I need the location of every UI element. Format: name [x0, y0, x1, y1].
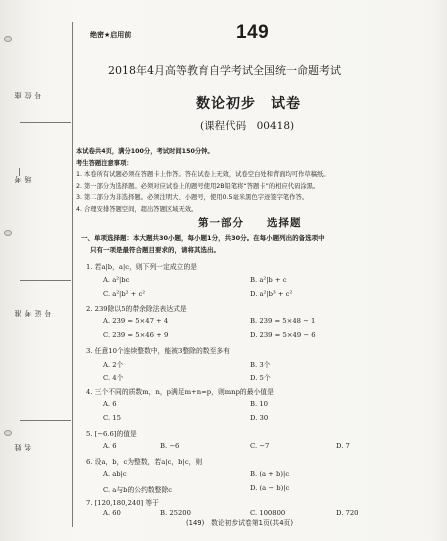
option-a: A. ab|c — [103, 470, 127, 478]
option-b: B. 3个 — [250, 361, 271, 369]
option-b: B. 10 — [250, 400, 268, 408]
question-stem: 4. 三个不同的质数m，n，p满足m+n=p，则mnp的最小值是 — [86, 388, 274, 396]
notes-item: 4. 合理安排答题空间，超出答题区域无效。 — [76, 205, 198, 213]
seat-number-line — [20, 122, 71, 123]
section-heading-line: 只有一项是最符合题目要求的，请将其选出。 — [90, 245, 220, 254]
notes-item: 2. 第一部分为选择题。必须对应试卷上的题号使用2B铅笔将“答题卡”的相应代码涂黑。 — [76, 182, 320, 190]
ticket-number-label: 准考证号 — [14, 310, 52, 317]
option-c: C. a²|b² + c² — [103, 290, 145, 298]
option-c: C. 239 = 5×46 + 9 — [103, 331, 169, 339]
notes-item: 3. 第二部分为非选择题。必须注明大、小题号，使用0.5毫米黑色字迹签字笔作答。 — [76, 194, 309, 202]
notes-intro: 本试卷共4页，满分100分，考试时间150分钟。 — [76, 148, 214, 155]
page-footer: (149) 数论初步试卷第1页(共4页) — [186, 519, 293, 527]
option-a: A. 2个 — [103, 361, 124, 369]
option-b: B. (a + b)|c — [250, 470, 290, 478]
option-d: D. 5个 — [250, 374, 271, 382]
notes-item: 1. 本卷所有试题必须在答题卡上作答。答在试卷上无效，试卷空白处和背面均可作草稿纸。 — [76, 171, 330, 179]
punch-hole — [4, 430, 12, 436]
exam-code: 149 — [236, 22, 270, 43]
option-c: C. 4个 — [103, 374, 124, 382]
section-heading — [81, 233, 325, 256]
option-b: B. 239 = 5×48 − 1 — [250, 317, 316, 325]
question-stem: 3. 任意10个连续整数中，能被3整除的数至多有 — [86, 347, 230, 355]
name-label: 姓名 — [14, 444, 32, 451]
seat-number-label: 座位号 — [14, 92, 42, 99]
option-a: A. 239 = 5×47 + 4 — [103, 317, 169, 325]
option-d: D. 720 — [336, 509, 359, 517]
subject-title: 数论初步 试卷 — [196, 96, 301, 112]
exam-title: 2018年4月高等教育自学考试全国统一命题考试 — [108, 64, 341, 77]
option-a: A. 60 — [103, 509, 121, 517]
exam-venue-label: 考场 — [14, 176, 32, 183]
option-b: B. 25200 — [160, 509, 191, 517]
punch-hole — [4, 230, 12, 236]
option-b: B. a²|b + c — [250, 276, 287, 284]
option-c: C. a与b的公约数整除c — [103, 486, 173, 494]
option-d: D. 239 = 5×49 − 6 — [250, 331, 316, 339]
option-a: A. 6 — [103, 442, 117, 450]
option-c: C. −7 — [250, 442, 270, 450]
option-a: A. 6 — [103, 400, 117, 408]
question-stem: 6. 设a，b，c为整数，若a|c，b|c，则 — [86, 458, 203, 466]
exam-venue-tick — [19, 168, 20, 176]
option-d: D. (a − b)|c — [250, 484, 290, 492]
option-d: D. 30 — [250, 414, 269, 422]
ticket-number-line — [20, 280, 71, 281]
question-stem: 2. 239除以5的带余除法表达式是 — [86, 305, 187, 313]
scan-shadow — [429, 0, 447, 541]
section-heading-line: 一、单项选择题：本大题共30小题，每小题1分，共30分。在每小题列出的备选项中 — [81, 234, 325, 242]
part-title: 第一部分 选择题 — [198, 217, 302, 229]
notes-heading: 考生答题注意事项： — [76, 159, 133, 167]
option-b: B. −6 — [160, 442, 180, 450]
secret-label: 绝密★启用前 — [90, 31, 132, 39]
binding-line — [72, 22, 73, 527]
exam-notes — [76, 146, 330, 216]
question-stem: 7. [120,180,240] 等于 — [86, 499, 159, 507]
option-a: A. a²|bc — [103, 276, 130, 284]
question-stem: 5. [−6.6]的值是 — [86, 430, 137, 438]
punch-hole — [4, 36, 12, 42]
option-d: D. 7 — [336, 442, 350, 450]
name-line — [20, 420, 71, 421]
option-c: C. 15 — [103, 414, 121, 422]
option-c: C. 100800 — [250, 509, 286, 517]
question-stem: 1. 若a|b，a|c，则下列一定成立的是 — [86, 263, 198, 271]
course-code: (课程代码 00418) — [200, 120, 295, 132]
option-d: D. a²|b³ + c² — [250, 290, 293, 298]
